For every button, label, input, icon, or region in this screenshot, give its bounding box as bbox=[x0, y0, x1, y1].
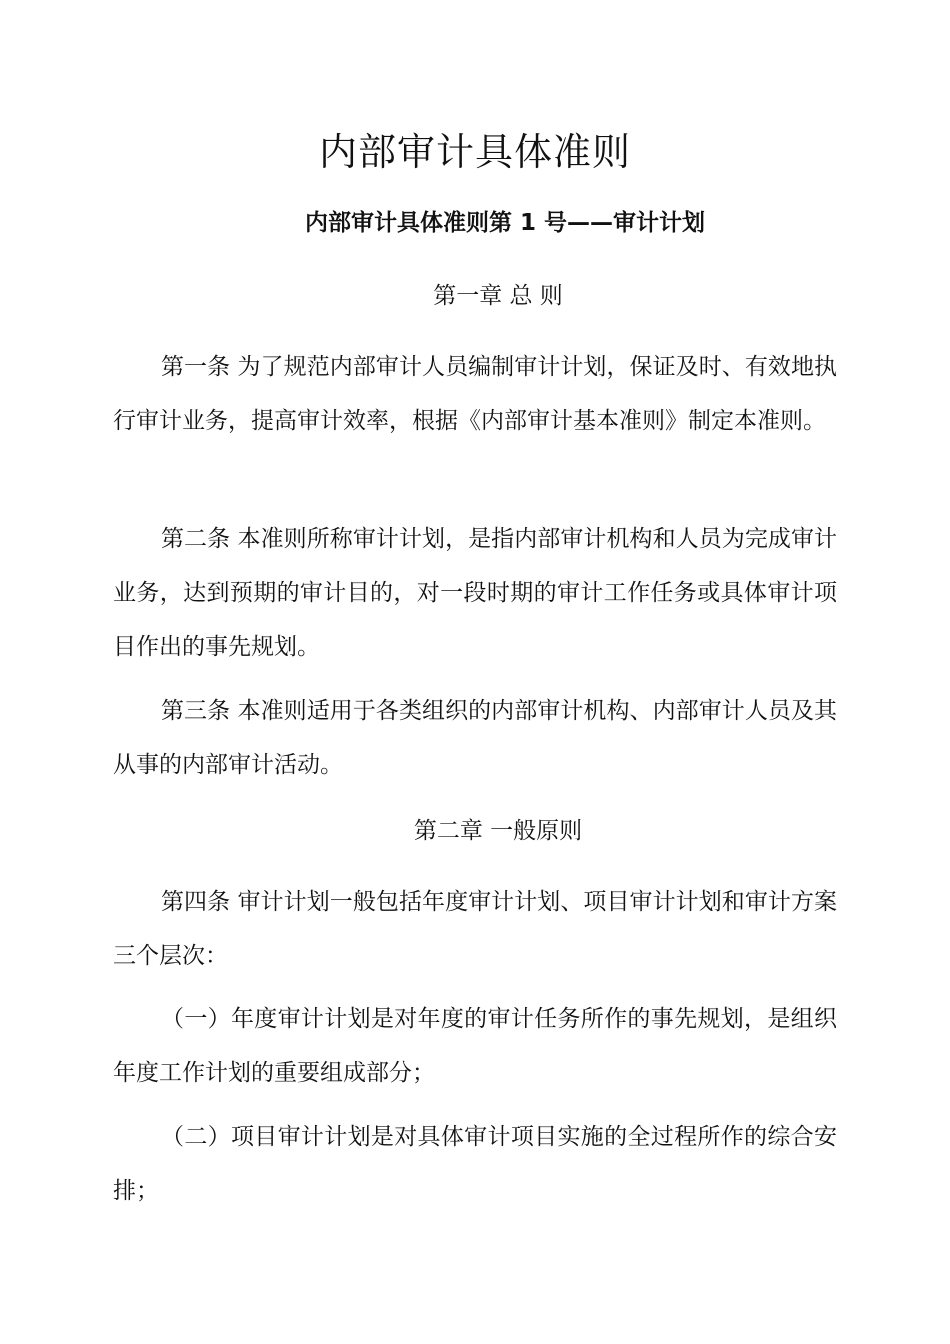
article-2: 第二条 本准则所称审计计划，是指内部审计机构和人员为完成审计业务，达到预期的审计目的，对一段时期的审计工作任务或具体审计项目作出的事先规划。 bbox=[113, 526, 837, 660]
article-1: 第一条 为了规范内部审计人员编制审计计划，保证及时、有效地执行审计业务，提高审计效率，根据《内部审计基本准则》制定本准则。 bbox=[113, 354, 837, 434]
chapter-heading-1: 第一章 总 则 bbox=[433, 283, 563, 309]
document-title: 内部审计具体准则 bbox=[318, 130, 631, 174]
article-4-item-1: （一）年度审计计划是对年度的审计任务所作的事先规划，是组织年度工作计划的重要组成部分； bbox=[113, 1006, 837, 1086]
chapter-heading-2: 第二章 一般原则 bbox=[413, 818, 583, 844]
article-4: 第四条 审计计划一般包括年度审计计划、项目审计计划和审计方案三个层次： bbox=[113, 889, 837, 969]
article-4-item-2: （二）项目审计计划是对具体审计项目实施的全过程所作的综合安排； bbox=[113, 1124, 837, 1204]
document-subtitle: 内部审计具体准则第 1 号——审计计划 bbox=[304, 210, 706, 236]
article-3: 第三条 本准则适用于各类组织的内部审计机构、内部审计人员及其从事的内部审计活动。 bbox=[113, 698, 837, 778]
